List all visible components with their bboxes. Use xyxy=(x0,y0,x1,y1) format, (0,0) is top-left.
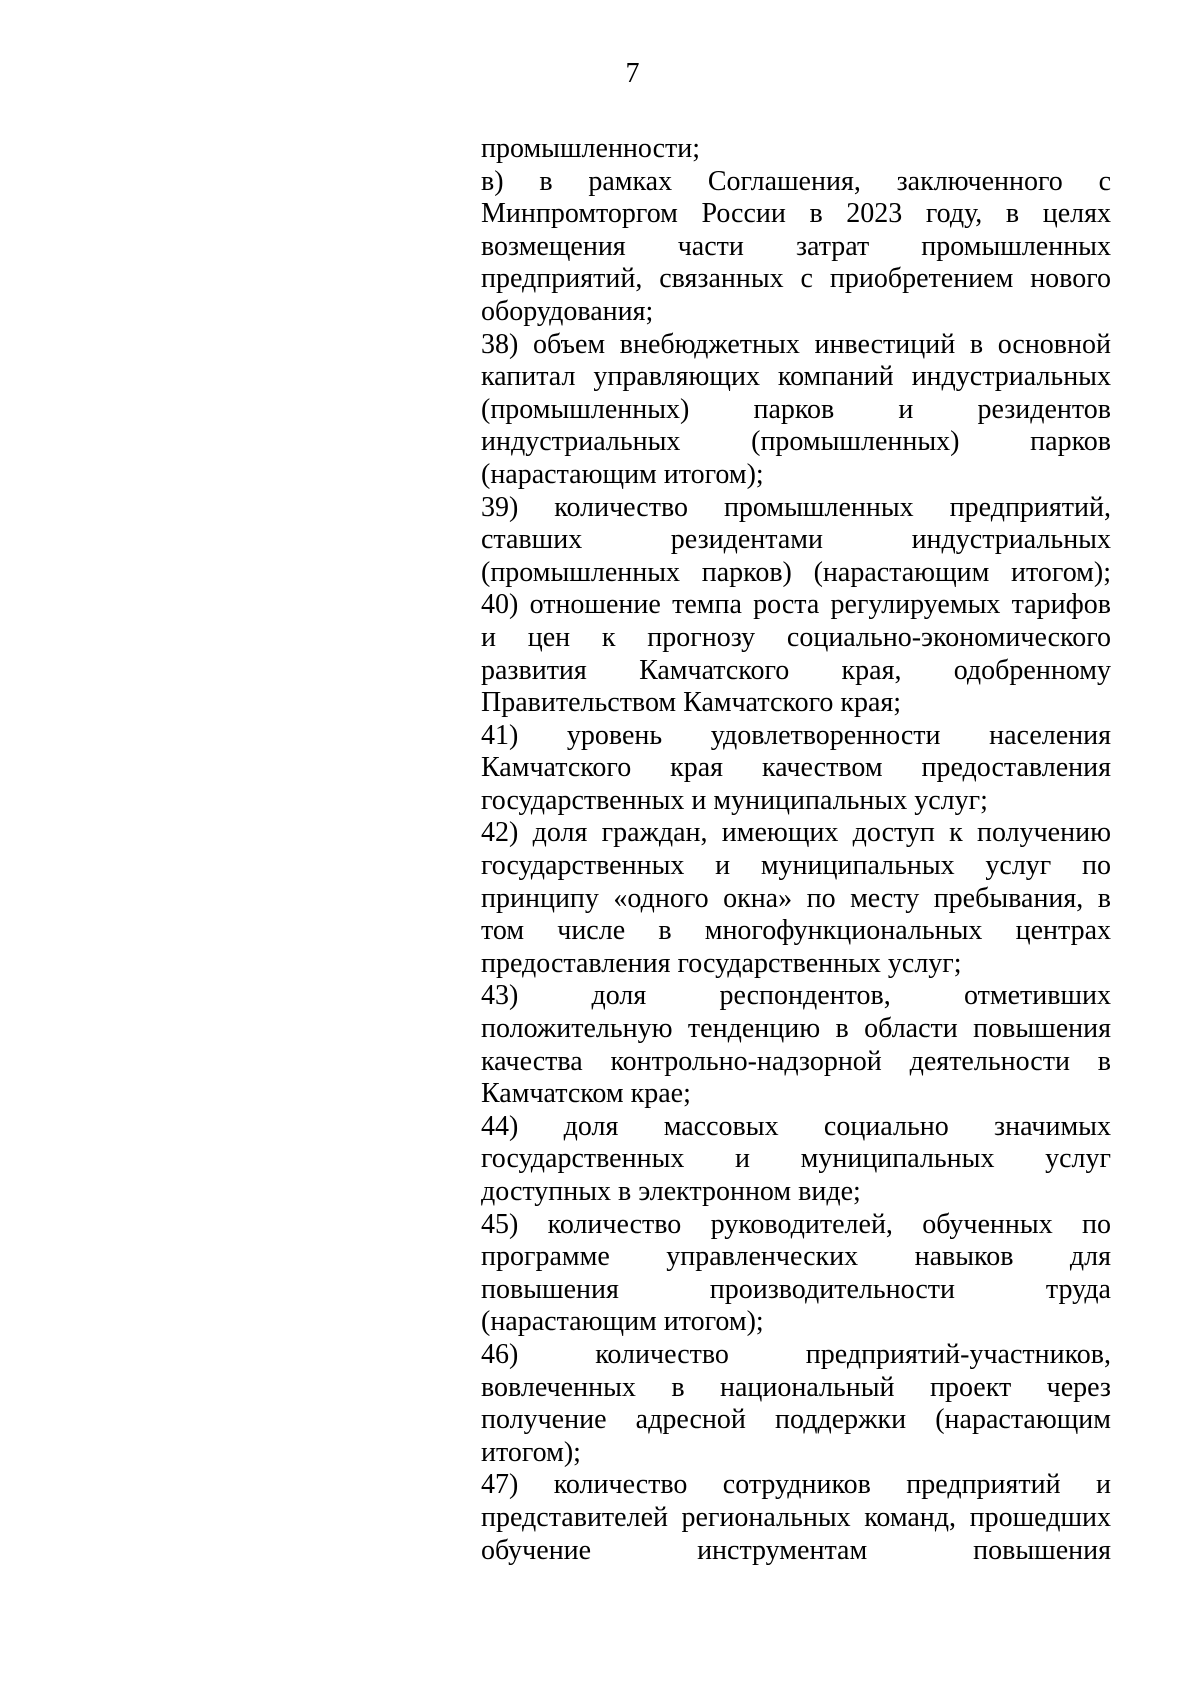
text-line: возмещения части затрат промышленных xyxy=(481,230,1111,262)
text-line: качества контрольно-надзорной деятельности в xyxy=(481,1045,1111,1077)
text-line: государственных и муниципальных услуг по xyxy=(481,850,1111,882)
text-line: индустриальных (промышленных) парков xyxy=(481,426,1111,458)
text-line: том числе в многофункциональных центрах xyxy=(481,915,1111,947)
page-number: 7 xyxy=(625,58,640,89)
text-line: 46) количество предприятий-участников, xyxy=(481,1338,1111,1370)
text-line: программе управленческих навыков для xyxy=(481,1241,1111,1273)
text-line: ставших резидентами индустриальных xyxy=(481,524,1111,556)
text-line: повышения производительности труда xyxy=(481,1273,1111,1305)
text-line: итогом); xyxy=(481,1436,581,1468)
text-line: 41) уровень удовлетворенности населения xyxy=(481,719,1111,751)
text-line: 43) доля респондентов, отметивших xyxy=(481,980,1111,1012)
text-line: предприятий, связанных с приобретением нового xyxy=(481,263,1111,295)
text-line: государственных и муниципальных услуг xyxy=(481,1143,1111,1175)
text-line: 39) количество промышленных предприятий, xyxy=(481,491,1111,523)
text-line: принципу «одного окна» по месту пребывания, в xyxy=(481,882,1111,914)
text-line: 38) объем внебюджетных инвестиций в основной xyxy=(481,328,1111,360)
text-line: Камчатском крае; xyxy=(481,1078,691,1110)
text-line: (промышленных парков) (нарастающим итогом); xyxy=(481,556,1111,588)
text-line: капитал управляющих компаний индустриальных xyxy=(481,361,1111,393)
text-line: в) в рамках Соглашения, заключенного с xyxy=(481,165,1111,197)
text-line: предоставления государственных услуг; xyxy=(481,947,962,979)
text-line: развития Камчатского края, одобренному xyxy=(481,654,1111,686)
text-line: обучение инструментам повышения xyxy=(481,1534,1111,1566)
text-line: (нарастающим итогом); xyxy=(481,1306,764,1338)
text-line: Камчатского края качеством предоставления xyxy=(481,752,1111,784)
text-line: получение адресной поддержки (нарастающим xyxy=(481,1404,1111,1436)
text-line: (нарастающим итогом); xyxy=(481,458,764,490)
text-line: Минпромторгом России в 2023 году, в целях xyxy=(481,198,1111,230)
text-line: представителей региональных команд, прошедших xyxy=(481,1501,1111,1533)
text-line: 47) количество сотрудников предприятий и xyxy=(481,1469,1111,1501)
text-line: (промышленных) парков и резидентов xyxy=(481,393,1111,425)
text-line: 44) доля массовых социально значимых xyxy=(481,1110,1111,1142)
text-line: вовлеченных в национальный проект через xyxy=(481,1371,1111,1403)
text-line: положительную тенденцию в области повышения xyxy=(481,1013,1111,1045)
text-line: и цен к прогнозу социально-экономического xyxy=(481,621,1111,653)
text-line: 40) отношение темпа роста регулируемых тарифов xyxy=(481,589,1111,621)
text-line: Правительством Камчатского края; xyxy=(481,687,902,719)
text-line: оборудования; xyxy=(481,295,654,327)
text-line: доступных в электронном виде; xyxy=(481,1176,861,1207)
text-line: государственных и муниципальных услуг; xyxy=(481,784,988,816)
document-body xyxy=(481,133,1111,1567)
text-line: 42) доля граждан, имеющих доступ к получению xyxy=(481,817,1111,849)
text-line: 45) количество руководителей, обученных по xyxy=(481,1208,1111,1240)
text-line: промышленности; xyxy=(481,133,701,164)
